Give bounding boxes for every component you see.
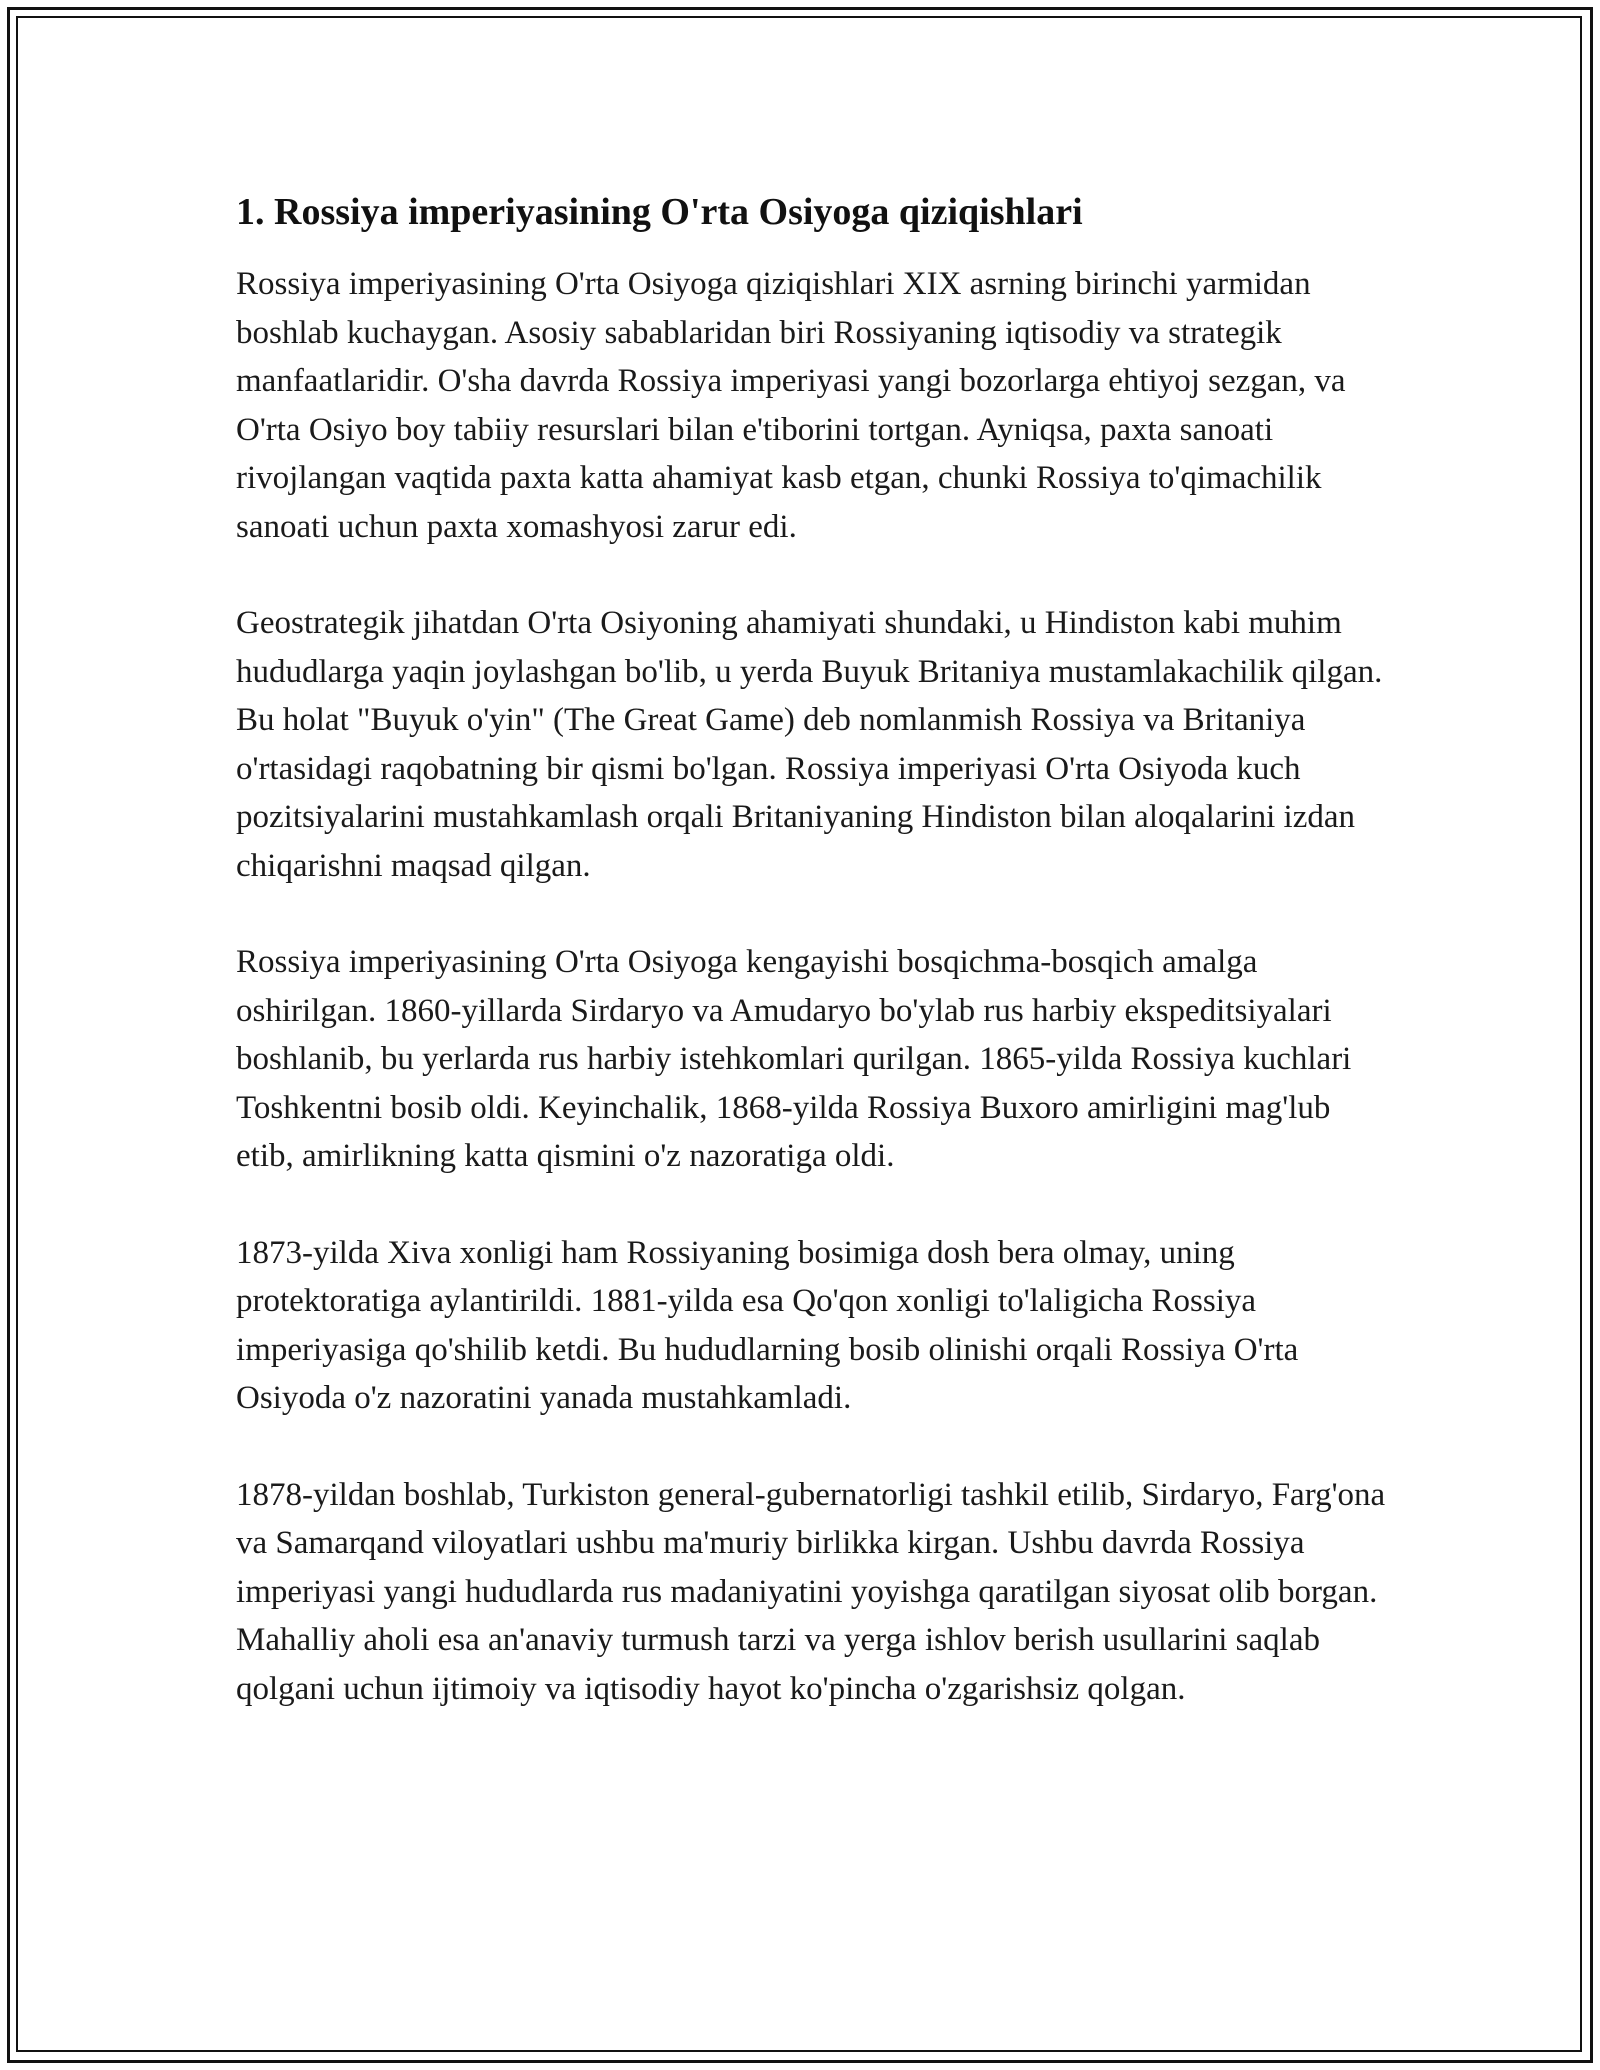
paragraph-expansion: Rossiya imperiyasining O'rta Osiyoga kengayishi bosqichma-bosqich amalga oshirilgan. 1860-yillarda Sirdaryo va Amudaryo bo'ylab rus harbiy ekspeditsiyalari boshlanib, bu yerlarda rus harbiy istehkomlari qurilgan. 1865-yilda Rossiya kuchlari Toshkentni bosib oldi. Keyinchalik, 1868-yilda Rossiya Buxoro amirligini mag'lub etib, amirlikning katta qismini o'z nazoratiga oldi.: [236, 944, 1352, 1174]
paragraph-governorate: 1878-yildan boshlab, Turkiston general-gubernatorligi tashkil etilib, Sirdaryo, Farg'ona va Samarqand viloyatlari ushbu ma'muriy birlikka kirgan. Ushbu davrda Rossiya imperiyasi yangi hududlarda rus madaniyatini yoyishga qaratilgan siyosat olib borgan. Mahalliy aholi esa an'anaviy turmush tarzi va yerga ishlov berish usullarini saqlab qolgani uchun ijtimoiy va iqtisodiy hayot ko'pincha o'zgarishsiz qolgan.: [236, 1476, 1386, 1707]
paragraph-interests: Rossiya imperiyasining O'rta Osiyoga qiziqishlari XIX asrning birinchi yarmidan boshlab kuchaygan. Asosiy sabablaridan biri Rossiyaning iqtisodiy va strategik manfaatlaridir. O'sha davrda Rossiya imperiyasi yangi bozorlarga ehtiyoj sezgan, va O'rta Osiyo boy tabiiy resurslari bilan e'tiborini tortgan. Ayniqsa, paxta sanoati rivojlangan vaqtida paxta katta ahamiyat kasb etgan, chunki Rossiya to'qimachilik sanoati uchun paxta xomashyosi zarur edi.: [236, 266, 1346, 545]
section-title: 1. Rossiya imperiyasining O'rta Osiyoga qiziqishlari: [236, 191, 1083, 233]
document-body: [236, 186, 1386, 1761]
paragraph-khanates: 1873-yilda Xiva xonligi ham Rossiyaning bosimiga dosh bera olmay, uning protektoratiga aylantirildi. 1881-yilda esa Qo'qon xonligi to'laligicha Rossiya imperiyasiga qo'shilib ketdi. Bu hududlarning bosib olinishi orqali Rossiya O'rta Osiyoda o'z nazoratini yanada mustahkamladi.: [236, 1234, 1299, 1416]
paragraph-geostrategy: Geostrategik jihatdan O'rta Osiyoning ahamiyati shundaki, u Hindiston kabi muhim hududlarga yaqin joylashgan bo'lib, u yerda Buyuk Britaniya mustamlakachilik qilgan. Bu holat "Buyuk o'yin" (The Great Game) deb nomlanmish Rossiya va Britaniya o'rtasidagi raqobatning bir qismi bo'lgan. Rossiya imperiyasi O'rta Osiyoda kuch pozitsiyalarini mustahkamlash orqali Britaniyaning Hindiston bilan aloqalarini izdan chiqarishni maqsad qilgan.: [236, 605, 1383, 884]
